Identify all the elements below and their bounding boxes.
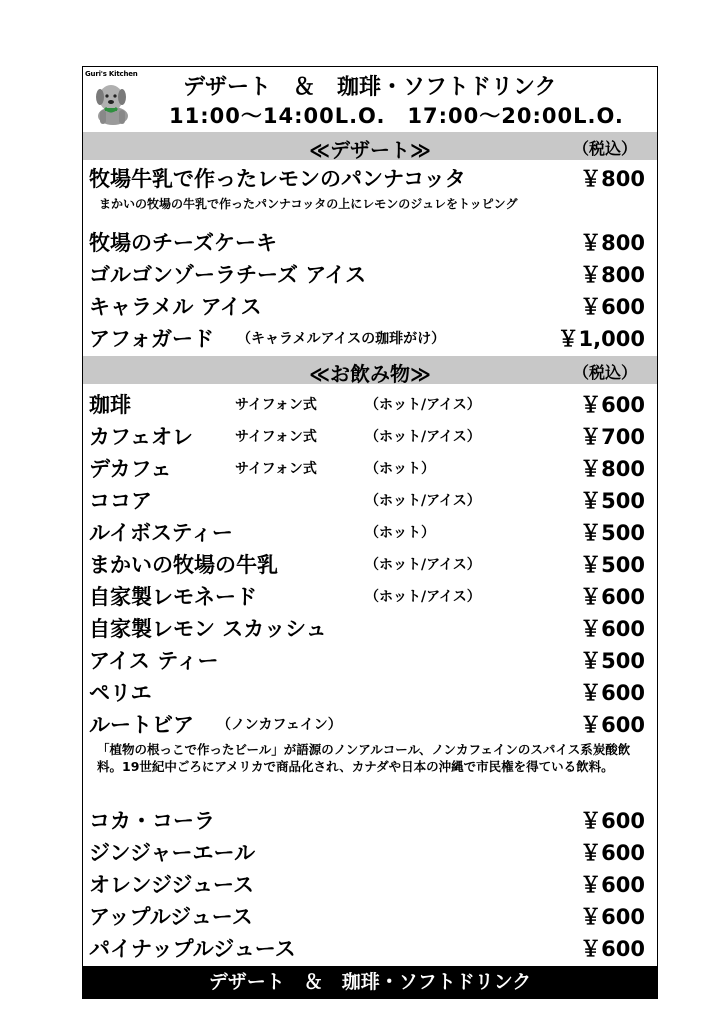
item-price: ￥1,000 <box>557 327 645 351</box>
item-method: サイフォン式 <box>235 461 317 477</box>
item-price: ￥500 <box>580 489 645 513</box>
item-name: オレンジジュース <box>89 873 254 897</box>
item-name: ルイボスティー <box>89 521 233 545</box>
item-method: サイフォン式 <box>235 429 317 445</box>
logo <box>83 67 143 133</box>
dog-mascot-icon <box>91 80 135 126</box>
item-price: ￥600 <box>580 681 645 705</box>
item-price: ￥700 <box>580 425 645 449</box>
menu-item <box>89 869 645 899</box>
item-name: ココア <box>89 489 152 513</box>
item-price: ￥500 <box>580 649 645 673</box>
menu-item <box>89 163 645 193</box>
menu-item <box>89 259 645 289</box>
menu-item <box>89 677 645 707</box>
item-name: ジンジャーエール <box>89 841 256 865</box>
item-price: ￥800 <box>580 263 645 287</box>
menu-item <box>89 421 645 451</box>
item-temperature: （ホット/アイス） <box>365 589 481 605</box>
item-name: アイス ティー <box>89 649 219 673</box>
tax-included-label: （税込） <box>573 363 638 382</box>
item-price: ￥600 <box>580 841 645 865</box>
menu-item <box>89 581 645 611</box>
page-title: デザート ＆ 珈琲・ソフトドリンク <box>183 75 557 100</box>
menu-item <box>89 485 645 515</box>
item-name: 自家製レモネード <box>89 585 257 609</box>
item-note: （ノンカフェイン） <box>217 717 342 733</box>
item-price: ￥600 <box>580 905 645 929</box>
item-price: ￥600 <box>580 585 645 609</box>
item-temperature: （ホット/アイス） <box>365 397 481 413</box>
item-description: まかいの牧場の牛乳で作ったパンナコッタの上にレモンのジュレをトッピング <box>99 197 518 211</box>
item-method: サイフォン式 <box>235 397 317 413</box>
menu-item <box>89 805 645 835</box>
menu-item <box>89 709 645 739</box>
item-name: キャラメル アイス <box>89 295 262 319</box>
menu-item <box>89 389 645 419</box>
item-name: アップルジュース <box>89 905 253 929</box>
item-price: ￥600 <box>580 713 645 737</box>
item-name: デカフェ <box>89 457 172 481</box>
item-name: まかいの牧場の牛乳 <box>89 553 278 577</box>
item-name: パイナップルジュース <box>89 937 296 961</box>
dessert-section-header <box>83 132 657 160</box>
logo-text: Guri's Kitchen <box>85 70 138 78</box>
dessert-section-title: ≪デザート≫ <box>309 138 431 162</box>
item-price: ￥600 <box>580 937 645 961</box>
menu-item <box>89 645 645 675</box>
item-price: ￥600 <box>580 393 645 417</box>
item-price: ￥600 <box>580 295 645 319</box>
item-temperature: （ホット/アイス） <box>365 557 481 573</box>
menu-item <box>89 837 645 867</box>
item-name: 珈琲 <box>89 393 131 417</box>
menu-item <box>89 453 645 483</box>
tax-included-label: （税込） <box>573 139 638 158</box>
item-description: 「植物の根っこで作ったビール」が語源のノンアルコール、ノンカフェインのスパイス系炭酸飲料。19世紀中ごろにアメリカで商品化され、カナダや日本の沖縄で市民権を得ている飲料。 <box>97 742 631 774</box>
menu-item <box>89 613 645 643</box>
item-price: ￥600 <box>580 809 645 833</box>
menu-item <box>89 323 645 353</box>
item-name: 牧場のチーズケーキ <box>89 231 277 255</box>
menu-item <box>89 517 645 547</box>
menu-frame <box>82 66 658 999</box>
item-note: （キャラメルアイスの珈琲がけ） <box>237 331 446 347</box>
item-temperature: （ホット） <box>365 461 435 477</box>
item-price: ￥600 <box>580 617 645 641</box>
item-price: ￥800 <box>580 167 645 191</box>
item-name: ゴルゴンゾーラチーズ アイス <box>89 263 367 287</box>
drinks-section-header <box>83 356 657 384</box>
item-name: カフェオレ <box>89 425 193 449</box>
item-name: ルートビア <box>89 713 194 737</box>
item-name: 自家製レモン スカッシュ <box>89 617 327 641</box>
menu-item <box>89 901 645 931</box>
item-temperature: （ホット） <box>365 525 435 541</box>
item-price: ￥500 <box>580 521 645 545</box>
menu-item <box>89 227 645 257</box>
business-hours: 11:00～14:00L.O. 17:00～20:00L.O. <box>169 104 624 128</box>
item-temperature: （ホット/アイス） <box>365 493 481 509</box>
item-price: ￥600 <box>580 873 645 897</box>
menu-item <box>89 549 645 579</box>
item-name: 牧場牛乳で作ったレモンのパンナコッタ <box>89 167 466 191</box>
drinks-section-title: ≪お飲み物≫ <box>309 362 431 386</box>
item-price: ￥800 <box>580 231 645 255</box>
footer-banner: デザート ＆ 珈琲・ソフトドリンク <box>83 966 657 998</box>
item-name: コカ・コーラ <box>89 809 215 833</box>
menu-item <box>89 291 645 321</box>
menu-item <box>89 933 645 963</box>
item-name: ペリエ <box>89 681 152 705</box>
item-price: ￥500 <box>580 553 645 577</box>
item-price: ￥800 <box>580 457 645 481</box>
item-temperature: （ホット/アイス） <box>365 429 481 445</box>
item-name: アフォガード <box>89 327 214 351</box>
